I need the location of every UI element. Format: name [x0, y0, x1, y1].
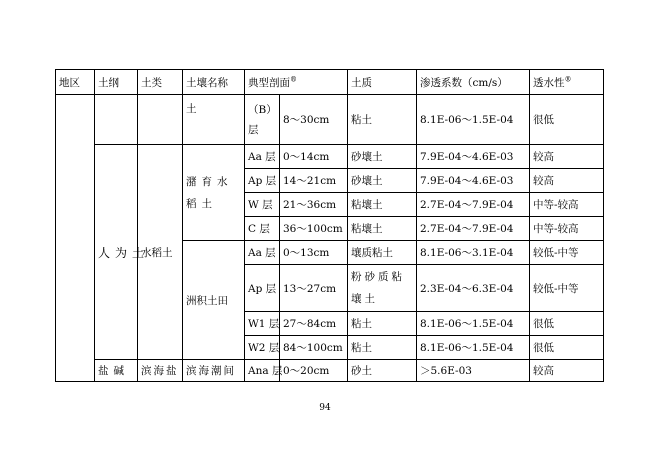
table-row: [56, 95, 604, 145]
header-permeability-label: 透水性: [533, 76, 565, 89]
profile-layer-cell: W2 层: [245, 336, 280, 360]
soil-class-cell-binhaiyan: 滨海盐: [138, 360, 183, 382]
coefficient-cell: 8.1E-06～1.5E-04: [417, 95, 530, 145]
coefficient-cell: 8.1E-06～3.1E-04: [417, 241, 530, 265]
permeability-cell: 较低-中等: [530, 265, 604, 312]
profile-depth-cell: 21～36cm: [280, 193, 348, 217]
layer-label-top: （B）: [248, 103, 277, 116]
profile-depth-cell: 0～14cm: [280, 145, 348, 169]
permeability-cell: 中等-较高: [530, 217, 604, 241]
profile-depth-cell: 27～84cm: [280, 312, 348, 336]
header-permeability: [530, 70, 604, 95]
texture-cell: 砂壤土: [348, 145, 417, 169]
table-header-row: [56, 70, 604, 95]
coefficient-cell: 2.7E-04～7.9E-04: [417, 193, 530, 217]
table-row: [56, 360, 604, 382]
page-number: 94: [319, 403, 331, 413]
soil-name-cell-chaojian: 滨海潮间: [183, 360, 245, 382]
texture-cell: 砂土: [348, 360, 417, 382]
profile-depth-cell: 0～20cm: [280, 360, 348, 382]
coefficient-cell: 2.7E-04～7.9E-04: [417, 217, 530, 241]
profile-layer-cell: Aa 层: [245, 241, 280, 265]
permeability-cell: 很低: [530, 312, 604, 336]
header-texture: 土质: [348, 70, 417, 95]
permeability-cell: 中等-较高: [530, 193, 604, 217]
coefficient-cell: 8.1E-06～1.5E-04: [417, 312, 530, 336]
coefficient-cell: ＞5.6E-03: [417, 360, 530, 382]
texture-cell: 粘土: [348, 312, 417, 336]
header-permeability-note: ®: [564, 75, 572, 83]
soil-permeability-table: [55, 69, 604, 382]
profile-layer-cell: W1 层: [245, 312, 280, 336]
layer-label-bottom: 层: [248, 123, 259, 136]
soil-order-cell-renwei: 人为土: [95, 145, 138, 360]
permeability-cell: 较高: [530, 145, 604, 169]
texture-cell: 粘土: [348, 336, 417, 360]
header-soil-name: 土壤名称: [183, 70, 245, 95]
profile-depth-cell: 36～100cm: [280, 217, 348, 241]
profile-depth-cell: 0～13cm: [280, 241, 348, 265]
profile-layer-cell: Ana 层: [245, 360, 280, 382]
profile-layer-cell: Ap 层: [245, 169, 280, 193]
header-region: 地区: [56, 70, 95, 95]
texture-cell: 粘壤土: [348, 193, 417, 217]
header-profile-note: ®: [290, 75, 297, 83]
header-soil-class: 土类: [138, 70, 183, 95]
soil-order-cell-yanjian: 盐碱: [95, 360, 138, 382]
profile-layer-cell: [245, 95, 280, 145]
profile-depth-cell: 84～100cm: [280, 336, 348, 360]
permeability-cell: 很低: [530, 336, 604, 360]
profile-depth-cell: 13～27cm: [280, 265, 348, 312]
soil-name-cell-zhuyu: 潴育水稻土: [183, 145, 245, 241]
soil-name-cell-zhouji: 洲积土田: [183, 241, 245, 360]
permeability-cell: 较低-中等: [530, 241, 604, 265]
header-soil-order: 土纲: [95, 70, 138, 95]
texture-cell: 粘壤土: [348, 217, 417, 241]
coefficient-cell: 7.9E-04～4.6E-03: [417, 169, 530, 193]
soil-class-cell: [138, 95, 183, 145]
profile-depth-cell: 8～30cm: [280, 95, 348, 145]
region-cell: [56, 95, 95, 382]
permeability-cell: 很低: [530, 95, 604, 145]
permeability-cell: 较高: [530, 360, 604, 382]
profile-layer-cell: W 层: [245, 193, 280, 217]
header-coefficient: 渗透系数（cm/s）: [417, 70, 530, 95]
profile-layer-cell: Aa 层: [245, 145, 280, 169]
profile-layer-cell: Ap 层: [245, 265, 280, 312]
coefficient-cell: 8.1E-06～1.5E-04: [417, 336, 530, 360]
texture-cell: 壤质粘土: [348, 241, 417, 265]
texture-cell: 粘土: [348, 95, 417, 145]
header-profile-label: 典型剖面: [248, 76, 290, 89]
permeability-cell: 较高: [530, 169, 604, 193]
profile-layer-cell: C 层: [245, 217, 280, 241]
soil-class-cell-shuidao: 水稻土: [138, 145, 183, 360]
soil-order-cell: [95, 95, 138, 145]
table-row: [56, 145, 604, 169]
soil-name-cell: 土: [183, 95, 245, 145]
profile-depth-cell: 14～21cm: [280, 169, 348, 193]
coefficient-cell: 2.3E-04～6.3E-04: [417, 265, 530, 312]
coefficient-cell: 7.9E-04～4.6E-03: [417, 145, 530, 169]
texture-cell: 粉砂质粘壤土: [348, 265, 417, 312]
texture-cell: 砂壤土: [348, 169, 417, 193]
header-profile: [245, 70, 348, 95]
